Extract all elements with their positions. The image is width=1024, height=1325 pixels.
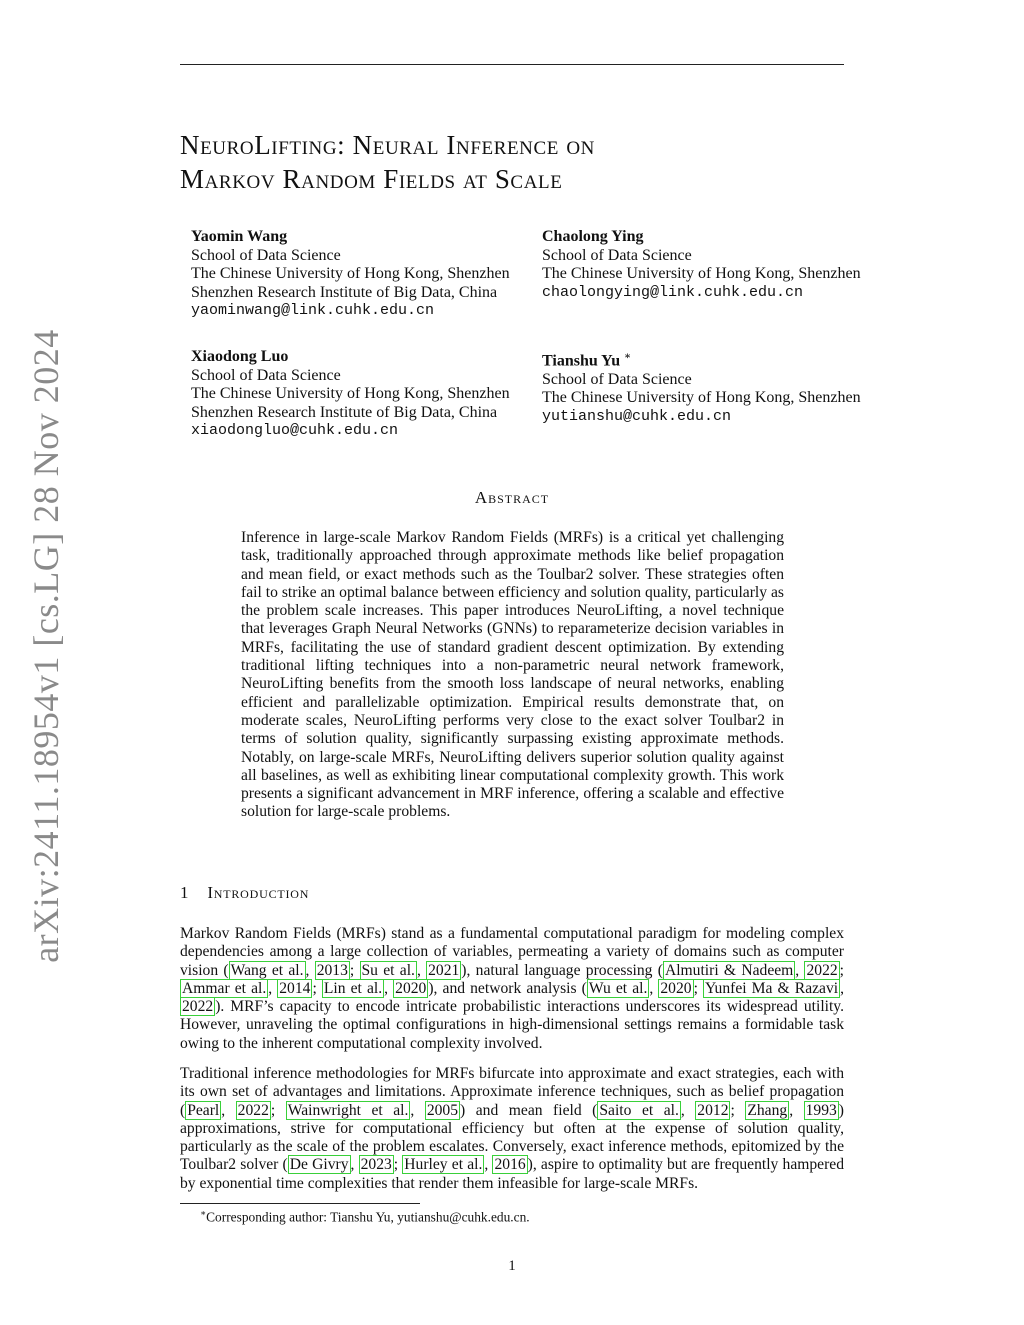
citation-link[interactable]: 2012 [697,1101,729,1119]
citation-link[interactable]: Wang et al. [230,961,304,979]
author-name: Yaomin Wang [191,228,288,245]
citation-link[interactable]: Saito et al. [599,1101,679,1119]
author-affiliation: Shenzhen Research Institute of Big Data, China [191,403,498,421]
text-run: ; [270,1101,286,1119]
author-affiliation: The Chinese University of Hong Kong, Shenzhen [191,385,510,402]
text-run: ) and mean field ( [460,1101,598,1119]
author-affiliation: The Chinese University of Hong Kong, Shenzhen [191,265,510,282]
text-run: ; [839,961,844,979]
citation-link[interactable]: 2021 [428,961,460,979]
author-affiliation: The Chinese University of Hong Kong, Shenzhen [542,265,861,282]
citation-link[interactable]: 2013 [316,961,348,979]
intro-paragraph-2: Traditional inference methodologies for MRFs bifurcate into approximate and exact strategies, each with its own set of advantages and limitations. Approximate inference techniques, such as belief propagation ( Pearl , 2022 ; Wainwright et al. , 2005 ) and mean field ( Saito et al. , 2012 ; Zhang , 1993 ) approximations, strive for computational efficiency but often at the expense of solution quality, particularly as the scale of the problem escalates. Conversely, exact inference methods, epitomized by the Toulbar2 solver ( De Givry , 2023 ; Hurley et al. , 2016 ), aspire to optimality but are frequently hampered by exponential time complexities that render them infeasible for large-scale MRFs. [180,1065,845,1192]
citation-link[interactable]: 2022 [806,961,838,979]
text-run: ; [693,979,703,997]
arxiv-stamp: arXiv:2411.18954v1 [cs.LG] 28 Nov 2024 [26,329,66,963]
author-block-ying [542,228,861,302]
abstract-heading: Abstract [474,488,550,507]
citation-link[interactable]: Wu et al. [588,979,648,997]
citation-link[interactable]: 2014 [279,979,311,997]
citation-link[interactable]: Yunfei Ma & Razavi [705,979,839,997]
text-run: Markov Random Fields (MRFs) stand as a fundamental computational paradigm for modeling complex dependencies among a large collection of variables, permeating a variety of domains such as computer vision ( [180,925,844,979]
author-affiliation: School of Data Science [542,246,692,264]
citation-link[interactable]: 2022 [182,998,214,1016]
title-line-2: Markov Random Fields at Scale [180,164,563,194]
text-run: ). MRF’s capacity to encode intricate probabilistic interactions underscores its widespread utility. However, unraveling the optimal configurations in high-dimensional settings remains a formidable task owing to the inherent computational complexity involved. [180,998,844,1052]
citation-link[interactable]: 2022 [237,1101,269,1119]
corresponding-marker: ∗ [624,351,632,362]
abstract-text: Inference in large-scale Markov Random Fields (MRFs) is a critical yet challenging task, traditionally approached through approximate methods like belief propagation and mean field, or exact methods such as the Toulbar2 solver. These strategies often fail to strike an optimal balance between efficiency and solution quality, particularly as the problem scale increases. This paper introduces NeuroLifting, a novel technique that leverages Graph Neural Networks (GNNs) to reparameterize decision variables in MRFs, facilitating the use of standard gradient descent optimization. By extending traditional lifting techniques into a non-parametric neural network framework, NeuroLifting benefits from the smooth loss landscape of neural networks, enabling efficient and parallelizable optimization. Empirical results demonstrate that, on moderate scales, NeuroLifting performs very close to the exact solver Toulbar2 in terms of solution quality, significantly surpassing existing approximate methods. Notably, on large-scale MRFs, NeuroLifting delivers superior solution quality against all baselines, as well as exhibiting linear computational complexity growth. This work presents a significant advancement in MRF inference, offering a scalable and effective solution for large-scale problems. [241,529,784,821]
intro-paragraph-1: Markov Random Fields (MRFs) stand as a fundamental computational paradigm for modeling complex dependencies among a large collection of variables, permeating a variety of domains such as computer vision ( Wang et al. , 2013 ; Su et al. , 2021 ), natural language processing ( Almutiri & Nadeem , 2022 ; Ammar et al. , 2014 ; Lin et al. , 2020 ), and network analysis ( Wu et al. , 2020 ; Yunfei Ma & Razavi , 2022 ). MRF’s capacity to encode intricate probabilistic interactions underscores its widespread utility. However, unraveling the optimal configurations in high-dimensional settings remains a formidable task owing to the inherent computational complexity involved. [180,925,844,1052]
citation-link[interactable]: Su et al. [361,961,415,979]
text-run: ), natural language processing ( [461,961,663,979]
text-run: Traditional inference methodologies for MRFs bifurcate into approximate and exact strategies, each with its own set of advantages and limitations. Approximate inference techniques, such as belief propagation ( [180,1065,844,1119]
author-affiliation: School of Data Science [542,370,692,388]
text-run: ; [730,1101,746,1119]
text-run: ), and network analysis ( [428,979,587,997]
author-email: xiaodongluo@cuhk.edu.cn [191,422,399,439]
text-run: ) approximations, strive for computational efficiency but often at the expense of solution quality, particularly as the scale of the problem escalates. Conversely, exact inference methods, epitomized by the Toulbar2 solver ( [180,1101,844,1174]
footnote-text: Corresponding author: Tianshu Yu, yutianshu@cuhk.edu.cn. [206,1209,530,1225]
footnote-rule [180,1203,420,1204]
citation-link[interactable]: Ammar et al. [182,979,267,997]
citation-link[interactable]: De Givry [289,1156,349,1174]
citation-link[interactable]: 2016 [494,1156,526,1174]
author-affiliation: School of Data Science [191,366,341,384]
text-run: ; [349,961,360,979]
citation-link[interactable]: 2020 [395,979,427,997]
author-name: Xiaodong Luo [191,348,289,365]
citation-link[interactable]: 2023 [360,1156,392,1174]
author-affiliation: The Chinese University of Hong Kong, Shenzhen [542,389,861,407]
author-block-yu [542,348,861,426]
section-heading [180,883,309,903]
citation-link[interactable]: Lin et al. [323,979,383,997]
author-affiliation: Shenzhen Research Institute of Big Data, China [191,283,498,301]
author-email: yutianshu@cuhk.edu.cn [542,407,732,425]
citation-link[interactable]: Pearl [187,1101,220,1119]
author-name [542,348,861,371]
author-block-luo [191,348,510,441]
citation-link[interactable]: 2005 [426,1101,459,1119]
author-name-text: Tianshu Yu [542,352,621,370]
citation-link[interactable]: Almutiri & Nadeem [664,961,794,979]
paper-title [180,128,860,196]
page-number: 1 [508,1258,516,1274]
title-line-1: NeuroLifting: Neural Inference on [180,130,595,160]
author-name: Chaolong Ying [542,228,644,245]
author-email: chaolongying@link.cuhk.edu.cn [542,283,804,301]
section-title: Introduction [207,883,310,902]
text-run: ), aspire to optimality but are frequently hampered by exponential time complexities that render them infeasible for large-scale MRFs. [180,1156,845,1192]
author-email: yaominwang@link.cuhk.edu.cn [191,302,435,319]
text-run: ; [393,1156,403,1174]
citation-link[interactable]: 2020 [660,979,692,997]
footnote-marker: ∗ [200,1208,207,1218]
citation-link[interactable]: Zhang [747,1101,788,1119]
citation-link[interactable]: Wainwright et al. [287,1101,409,1119]
citation-link[interactable]: 1993 [805,1101,837,1119]
text-run: ; [312,979,322,997]
footnote [200,1208,530,1225]
citation-link[interactable]: Hurley et al. [404,1156,483,1174]
header-rule [180,64,844,65]
section-number: 1 [180,883,190,902]
author-affiliation: School of Data Science [191,246,341,264]
author-block-wang [191,228,510,321]
